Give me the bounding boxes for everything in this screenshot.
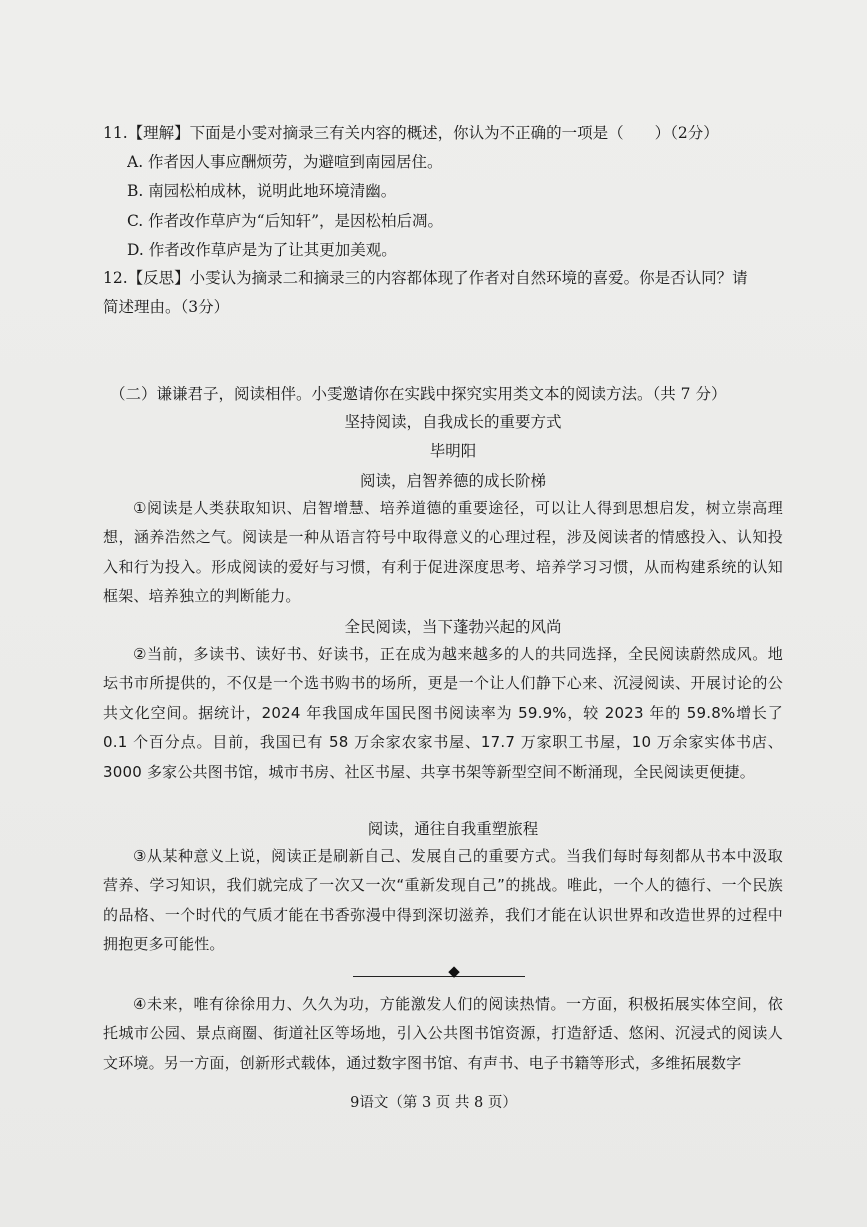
subheading-1: 阅读，启智养德的成长阶梯 [359,472,546,490]
section-heading: （二）谦谦君子，阅读相伴。小雯邀请你在实践中探究实用类文本的阅读方法。（共 7 分） [110,385,727,403]
diamond-icon: ◆ [448,962,460,980]
paragraph-3 [103,842,783,960]
page-footer: 9语文（第 3 页 共 8 页） [350,1095,517,1111]
subheading-3: 阅读，通往自我重塑旅程 [367,820,539,838]
paragraph-4 [103,990,783,1078]
question-11-option-b: B. 南园松柏成林，说明此地环境清幽。 [127,182,397,200]
paragraph-1 [103,494,783,612]
question-11-option-d: D. 作者改作草庐是为了让其更加美观。 [127,241,397,259]
question-11-option-c: C. 作者改作草庐为“后知轩”，是因松柏后凋。 [127,212,444,230]
section-divider [353,976,525,977]
question-12-line-1: 12.【反思】小雯认为摘录二和摘录三的内容都体现了作者对自然环境的喜爱。你是否认同？请 [103,269,748,287]
paragraph-1-text: ①阅读是人类获取知识、启智增慧、培养道德的重要途径，可以让人得到思想启发，树立崇高理想，涵养浩然之气。阅读是一种从语言符号中取得意义的心理过程，涉及阅读者的情感投入、认知投入和行为投入。形成阅读的爱好与习惯，有利于促进深度思考、培养学习习惯，从而构建系统的认知框架、培养独立的判断能力。 [103,499,783,606]
paragraph-2 [103,640,783,787]
paragraph-2-text: ②当前，多读书、读好书、好读书，正在成为越来越多的人的共同选择，全民阅读蔚然成风。地坛书市所提供的，不仅是一个选书购书的场所，更是一个让人们静下心来、沉浸阅读、开展讨论的公共文化空间。据统计，2024 年我国成年国民图书阅读率为 59.9%，较 2023 年的 59.8%增长了 0.1 个百分点。目前，我国已有 58 万余家农家书屋、17.7 万家职工书屋，10 万余家实体书店、3000 多家公共图书馆，城市书房、社区书屋、共享书架等新型空间不断涌现，全民阅读更便捷。 [103,645,783,781]
question-11-stem: 11.【理解】下面是小雯对摘录三有关内容的概述，你认为不正确的一项是（ ）（2分） [103,124,719,142]
article-author: 毕明阳 [429,442,477,460]
question-12-line-2: 简述理由。（3分） [103,298,230,316]
paragraph-3-text: ③从某种意义上说，阅读正是刷新自己、发展自己的重要方式。当我们每时每刻都从书本中汲取营养、学习知识，我们就完成了一次又一次“重新发现自己”的挑战。唯此，一个人的德行、一个民族的品格、一个时代的气质才能在书香弥漫中得到深切滋养，我们才能在认识世界和改造世界的过程中拥抱更多可能性。 [103,847,783,954]
paragraph-4-text: ④未来，唯有徐徐用力、久久为功，方能激发人们的阅读热情。一方面，积极拓展实体空间，依托城市公园、景点商圈、街道社区等场地，引入公共图书馆资源，打造舒适、悠闲、沉浸式的阅读人文环境。另一方面，创新形式载体，通过数字图书馆、有声书、电子书籍等形式，多维拓展数字 [103,995,783,1072]
question-11-option-a: A. 作者因人事应酬烦劳，为避喧到南园居住。 [127,153,443,171]
subheading-2: 全民阅读，当下蓬勃兴起的风尚 [344,618,562,636]
article-title: 坚持阅读，自我成长的重要方式 [344,413,562,431]
